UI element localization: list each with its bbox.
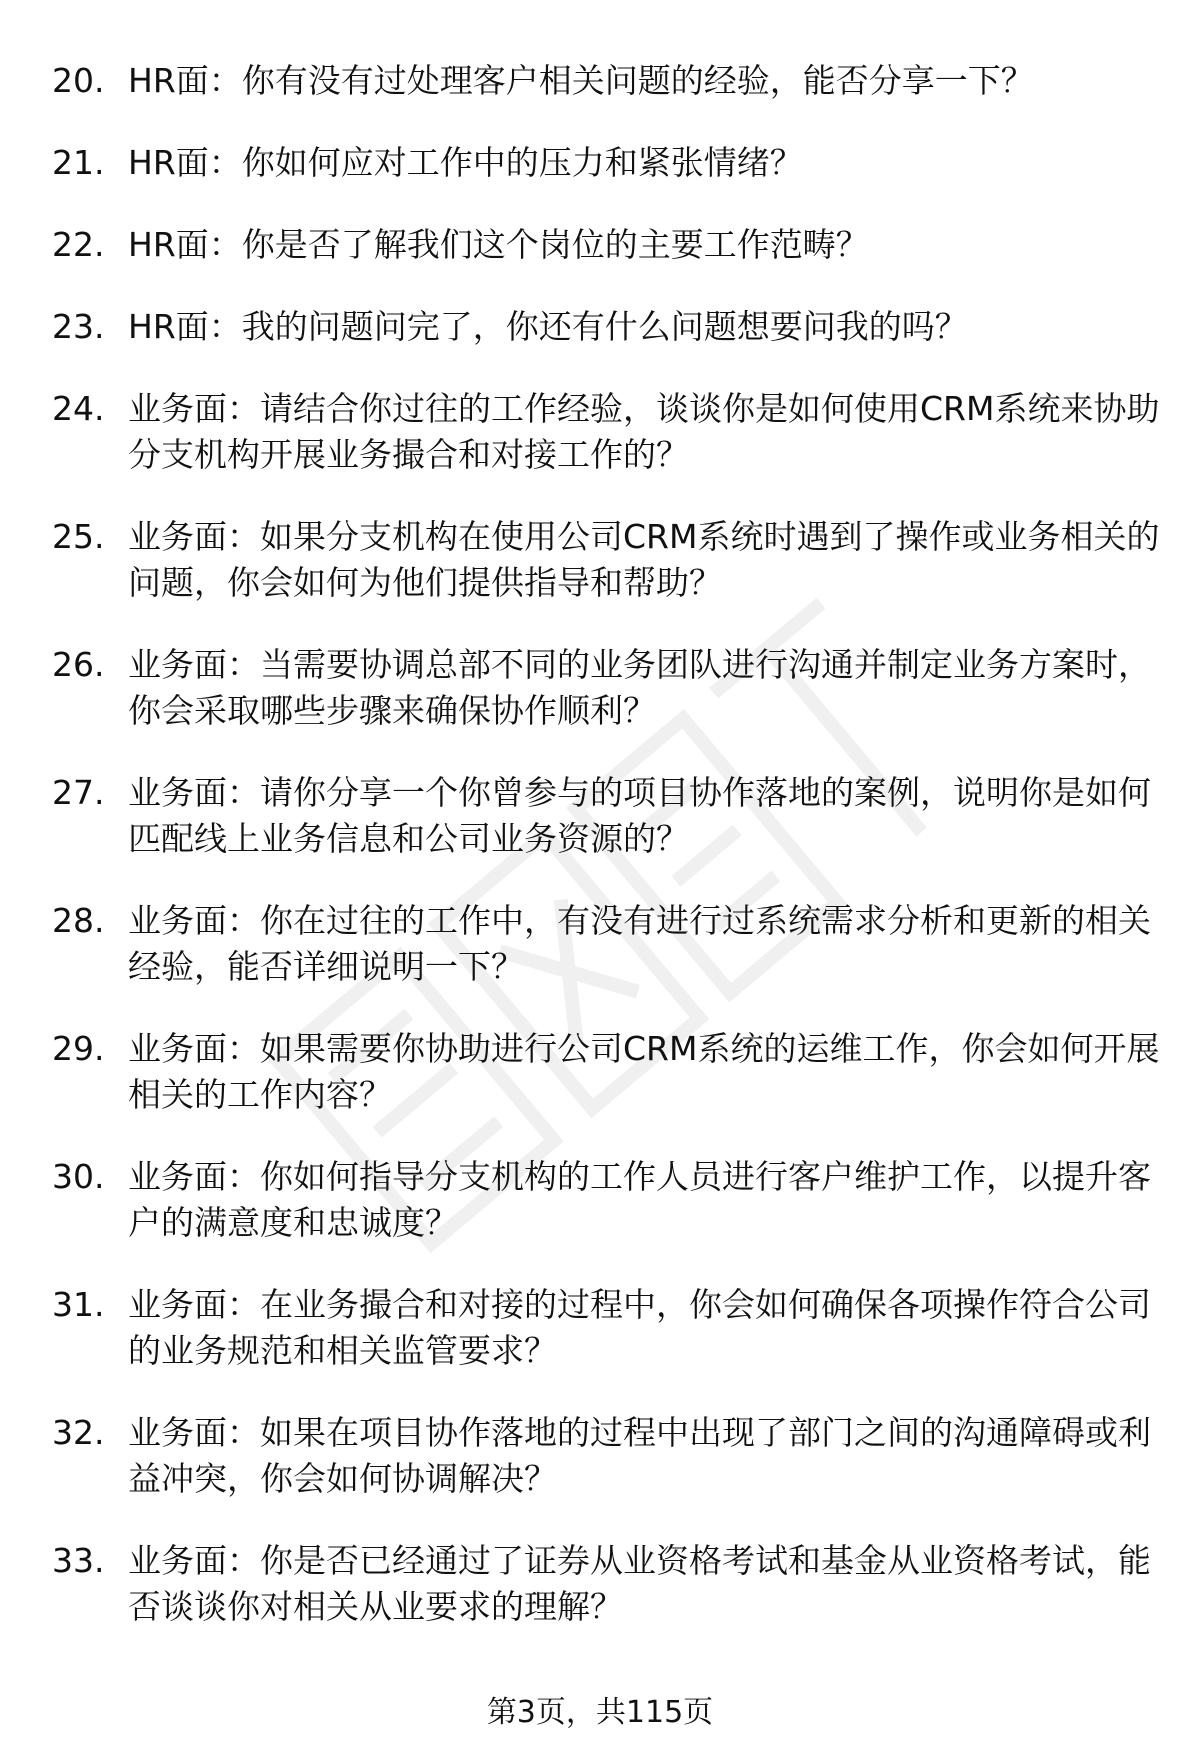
question-number: 27.	[52, 773, 105, 812]
question-text: HR面：你是否了解我们这个岗位的主要工作范畴？	[128, 225, 869, 264]
question-number: 30.	[52, 1157, 105, 1196]
question-number: 24.	[52, 389, 105, 428]
question-text: 业务面：在业务撮合和对接的过程中，你会如何确保各项操作符合公司的业务规范和相关监管要求？	[128, 1285, 1151, 1370]
page-number-footer: 第3页，共115页	[486, 1695, 714, 1730]
question-number: 25.	[52, 517, 105, 556]
question-text: 业务面：请你分享一个你曾参与的项目协作落地的案例，说明你是如何匹配线上业务信息和公司业务资源的？	[128, 773, 1151, 858]
question-item	[52, 514, 1162, 606]
question-text: 业务面：如果需要你协助进行公司CRM系统的运维工作，你会如何开展相关的工作内容？	[128, 1029, 1160, 1114]
question-text: 业务面：如果在项目协作落地的过程中出现了部门之间的沟通障碍或利益冲突，你会如何协调解决？	[128, 1413, 1151, 1498]
question-text: 业务面：你在过往的工作中，有没有进行过系统需求分析和更新的相关经验，能否详细说明一下？	[128, 901, 1151, 986]
question-number: 32.	[52, 1413, 105, 1452]
question-item	[52, 304, 1162, 350]
question-text: 业务面：如果分支机构在使用公司CRM系统时遇到了操作或业务相关的问题，你会如何为他们提供指导和帮助？	[128, 517, 1160, 602]
question-text: 业务面：你如何指导分支机构的工作人员进行客户维护工作，以提升客户的满意度和忠诚度？	[128, 1157, 1151, 1242]
question-item	[52, 642, 1162, 734]
question-text: HR面：你有没有过处理客户相关问题的经验，能否分享一下？	[128, 61, 1034, 100]
question-item	[52, 1410, 1162, 1502]
question-text: HR面：我的问题问完了，你还有什么问题想要问我的吗？	[128, 307, 968, 346]
question-item	[52, 58, 1162, 104]
question-item	[52, 1538, 1162, 1630]
question-item	[52, 1282, 1162, 1374]
question-list	[52, 58, 1162, 1666]
question-number: 26.	[52, 645, 105, 684]
question-text: HR面：你如何应对工作中的压力和紧张情绪？	[128, 143, 803, 182]
question-item	[52, 1154, 1162, 1246]
question-number: 29.	[52, 1029, 105, 1068]
question-item	[52, 770, 1162, 862]
question-number: 31.	[52, 1285, 105, 1324]
question-text: 业务面：请结合你过往的工作经验，谈谈你是如何使用CRM系统来协助分支机构开展业务撮合和对接工作的？	[128, 389, 1160, 474]
question-number: 22.	[52, 225, 105, 264]
question-item	[52, 898, 1162, 990]
question-text: 业务面：当需要协调总部不同的业务团队进行沟通并制定业务方案时，你会采取哪些步骤来确保协作顺利？	[128, 645, 1151, 730]
question-item	[52, 1026, 1162, 1118]
question-number: 33.	[52, 1541, 105, 1580]
question-item	[52, 222, 1162, 268]
question-number: 23.	[52, 307, 105, 346]
question-number: 20.	[52, 61, 105, 100]
question-number: 21.	[52, 143, 105, 182]
question-item	[52, 140, 1162, 186]
question-item	[52, 386, 1162, 478]
question-text: 业务面：你是否已经通过了证券从业资格考试和基金从业资格考试，能否谈谈你对相关从业要求的理解？	[128, 1541, 1151, 1626]
question-number: 28.	[52, 901, 105, 940]
